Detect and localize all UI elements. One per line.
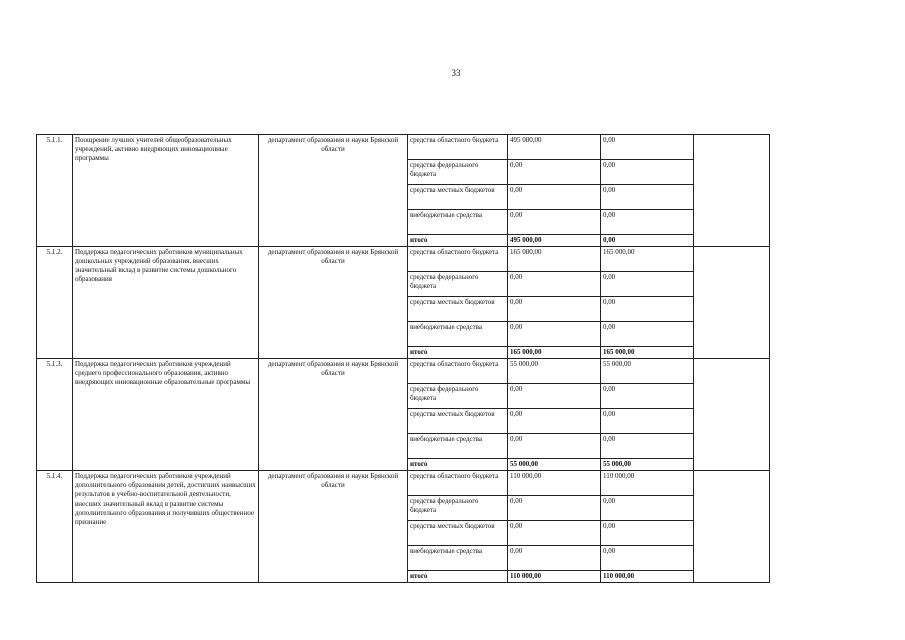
blank-cell (694, 247, 770, 359)
total-label: итого (408, 571, 508, 583)
total-amount: 495 000,00 (508, 235, 601, 247)
amount-cell: 0,00 (508, 546, 601, 571)
amount-cell: 0,00 (601, 384, 694, 409)
amount-cell: 165 000,00 (508, 247, 601, 272)
amount-cell: 0,00 (508, 272, 601, 297)
item-name: Поддержка педагогических работников учреждений дополнительного образования детей, достигших наивысших результатов в учебно-воспитательной деятельности, внесших значительный вклад в развитие системы дополнительного образования и получивших общественное признание (73, 471, 259, 583)
total-amount: 110 000,00 (601, 571, 694, 583)
budget-table (36, 134, 770, 583)
funding-source: средства федерального бюджета (408, 496, 508, 521)
funding-source: средства федерального бюджета (408, 384, 508, 409)
amount-cell: 0,00 (601, 135, 694, 160)
amount-cell: 165 000,00 (601, 247, 694, 272)
total-amount: 55 000,00 (508, 459, 601, 471)
amount-cell: 110 000,00 (601, 471, 694, 496)
total-label: итого (408, 235, 508, 247)
item-number: 5.1.4. (37, 471, 73, 583)
funding-source: внебюджетные средства (408, 210, 508, 235)
amount-cell: 0,00 (508, 409, 601, 434)
amount-cell: 0,00 (601, 496, 694, 521)
item-name: Поддержка педагогических работников муниципальных дошкольных учреждений образования, внесших значительный вклад в развитие системы дошкольного образования (73, 247, 259, 359)
table-row (37, 471, 770, 496)
amount-cell: 0,00 (508, 160, 601, 185)
item-number: 5.1.2. (37, 247, 73, 359)
funding-source: внебюджетные средства (408, 322, 508, 347)
blank-cell (694, 359, 770, 471)
responsible-org: департамент образования и науки Брянской области (259, 359, 408, 471)
total-label: итого (408, 347, 508, 359)
amount-cell: 0,00 (508, 297, 601, 322)
amount-cell: 0,00 (601, 434, 694, 459)
funding-source: внебюджетные средства (408, 546, 508, 571)
total-amount: 0,00 (601, 235, 694, 247)
total-amount: 165 000,00 (508, 347, 601, 359)
total-amount: 165 000,00 (601, 347, 694, 359)
funding-source: внебюджетные средства (408, 434, 508, 459)
table-body (37, 135, 770, 583)
amount-cell: 0,00 (601, 272, 694, 297)
amount-cell: 0,00 (601, 409, 694, 434)
amount-cell: 0,00 (601, 210, 694, 235)
amount-cell: 0,00 (508, 496, 601, 521)
page-number: 33 (451, 68, 461, 78)
item-number: 5.1.3. (37, 359, 73, 471)
total-amount: 55 000,00 (601, 459, 694, 471)
amount-cell: 0,00 (601, 521, 694, 546)
blank-cell (694, 135, 770, 247)
amount-cell: 0,00 (601, 297, 694, 322)
amount-cell: 0,00 (508, 185, 601, 210)
amount-cell: 0,00 (601, 546, 694, 571)
table-row (37, 359, 770, 384)
funding-source: средства областного бюджета (408, 247, 508, 272)
blank-cell (694, 471, 770, 583)
responsible-org: департамент образования и науки Брянской области (259, 471, 408, 583)
funding-source: средства федерального бюджета (408, 160, 508, 185)
amount-cell: 0,00 (508, 322, 601, 347)
funding-source: средства областного бюджета (408, 135, 508, 160)
amount-cell: 0,00 (601, 160, 694, 185)
funding-source: средства федерального бюджета (408, 272, 508, 297)
amount-cell: 0,00 (508, 434, 601, 459)
responsible-org: департамент образования и науки Брянской области (259, 247, 408, 359)
total-label: итого (408, 459, 508, 471)
funding-source: средства местных бюджетов (408, 521, 508, 546)
funding-source: средства местных бюджетов (408, 409, 508, 434)
item-number: 5.1.1. (37, 135, 73, 247)
amount-cell: 110 000,00 (508, 471, 601, 496)
amount-cell: 0,00 (508, 210, 601, 235)
amount-cell: 495 000,00 (508, 135, 601, 160)
funding-source: средства местных бюджетов (408, 297, 508, 322)
amount-cell: 55 000,00 (508, 359, 601, 384)
responsible-org: департамент образования и науки Брянской области (259, 135, 408, 247)
funding-source: средства областного бюджета (408, 359, 508, 384)
total-amount: 110 000,00 (508, 571, 601, 583)
amount-cell: 0,00 (601, 185, 694, 210)
table-row (37, 247, 770, 272)
amount-cell: 0,00 (508, 521, 601, 546)
item-name: Поощрение лучших учителей общеобразовательных учреждений, активно внедряющих инновационные программы (73, 135, 259, 247)
funding-source: средства местных бюджетов (408, 185, 508, 210)
amount-cell: 0,00 (508, 384, 601, 409)
amount-cell: 0,00 (601, 322, 694, 347)
item-name: Поддержка педагогических работников учреждений среднего профессионального образования, активно внедряющих инновационные образовательные программы (73, 359, 259, 471)
table-row (37, 135, 770, 160)
funding-source: средства областного бюджета (408, 471, 508, 496)
amount-cell: 55 000,00 (601, 359, 694, 384)
